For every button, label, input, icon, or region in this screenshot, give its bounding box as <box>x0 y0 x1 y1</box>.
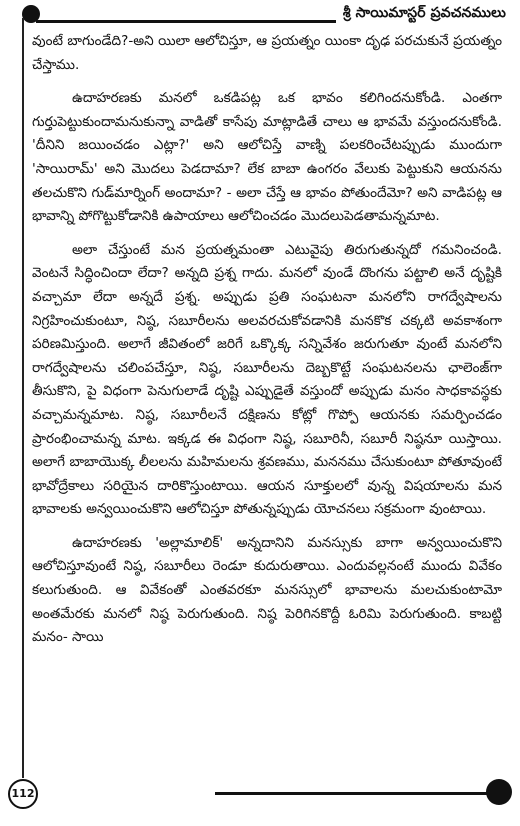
footer-rule <box>215 792 491 795</box>
running-header <box>10 4 514 28</box>
paragraph-4: ఉదాహరణకు 'అల్లామాలిక్' అన్నదానిని మనస్సుకు బాగా అన్వయించుకొని ఆలోచిస్తూవుంటే నిష్ఠ, సబూరీలు రెండూ కుదురుతాయి. ఎందువల్లనంటే ముందు వివేకం కలుగుతుంది. ఆ వివేకంతో ఎంతవరకూ మనస్సులో భావాలను మలచుకుంటామో అంతమేరకు మనలో నిష్ఠ పెరుగుతుంది. నిష్ఠ పెరిగినకొద్దీ ఓరిమి పెరుగుతుంది. కాబట్టి మనం- సాయి <box>32 534 502 646</box>
left-margin-rule <box>22 18 24 778</box>
running-header-title: శ్రీ సాయిమాస్టర్ ప్రవచనములు <box>342 5 506 21</box>
page-number: 112 <box>8 779 38 809</box>
header-rule <box>36 20 336 23</box>
paragraph-1: వుంటే బాగుండేది?-అని యిలా ఆలోచిస్తూ, ఆ ప్రయత్నం యింకా దృఢ పరచుకునే ప్రయత్నం చేస్తాము. <box>32 33 502 73</box>
footer-bullet-ornament <box>486 779 512 805</box>
paragraph-2: ఉదాహరణకు మనలో ఒకడిపట్ల ఒక భావం కలిగిందనుకోండి. ఎంతగా గుర్తుపెట్టుకుందామనుకున్నా వాడితో కాసేపు మాట్లాడితే చాలు ఆ భావమే వస్తుందనుకోండి. 'దీనిని జయించడం ఎట్లా?' అని ఆలోచిస్తే వాణ్ని పలకరించేటప్పుడు ముందుగా 'సాయిరామ్' అని మొదలు పెడదామా? లేక బాబా ఉంగరం వేలుకు పెట్టుకుని ఆయనను తలచుకొని గుడ్‌మార్నింగ్ అందామా? - అలా చేస్తే ఆ భావం పోతుందేమో? అని వాడిపట్ల ఆ భావాన్ని పోగొట్టుకోడానికి ఉపాయాలు ఆలోచించడం మొదలుపెడతామన్నమాట. <box>32 90 502 225</box>
paragraph-3: అలా చేస్తుంటే మన ప్రయత్నమంతా ఎటువైపు తిరుగుతున్నదో గమనించండి. వెంటనే సిద్ధించిందా లేదా? అన్నది ప్రశ్న గాదు. మనలో వుండే దొంగను పట్టాలి అనే దృష్టికి వచ్చామా లేదా అన్నదే ప్రశ్న. అప్పుడు ప్రతి సంఘటనా మనలోని రాగద్వేషాలను నిగ్రహించుకుంటూ, నిష్ఠ, సబూరీలను అలవరచుకోవడానికి మనకొక చక్కటి అవకాశంగా పరిణమిస్తుంది. అలాగే జీవితంలో జరిగే ఒక్కొక్క సన్నివేశం జరుగుతూ వుంటే మనలోని రాగద్వేషాలను చలింపచేస్తూ, నిష్ఠ, సబూరీలను దెబ్బకొట్టే సంఘటనలను ఛాలెంజ్‌గా తీసుకొని, పై విధంగా పెనుగులాడే దృష్టి ఎప్పుడైతే వస్తుందో అప్పుడు మనం సాధకావస్థకు వచ్చామన్నమాట. నిష్ఠ, సబూరీలనే దక్షిణను కోట్లో గొప్పో ఆయనకు సమర్పించడం ప్రారంభించామన్న మాట. ఇక్కడ ఈ విధంగా నిష్ఠ, సబూరినీ, సబూరీ నిష్ఠనూ యిస్తాయి. అలాగే బాబాయొక్క లీలలను మహిమలను శ్రవణము, మననము చేసుకుంటూ పోతూవుంటే భావోద్రేకాలు సరియైన దారికొస్తుంటాయి. ఆయన సూక్తులలో వున్న విషయాలను మన భావాలకు అన్వయించుకొని ఆలోచిస్తూ పోతున్నప్పుడు యోచనలు సక్రమంగా వుంటాయి. <box>32 241 502 518</box>
page-footer <box>0 776 520 826</box>
page-body <box>32 30 502 660</box>
